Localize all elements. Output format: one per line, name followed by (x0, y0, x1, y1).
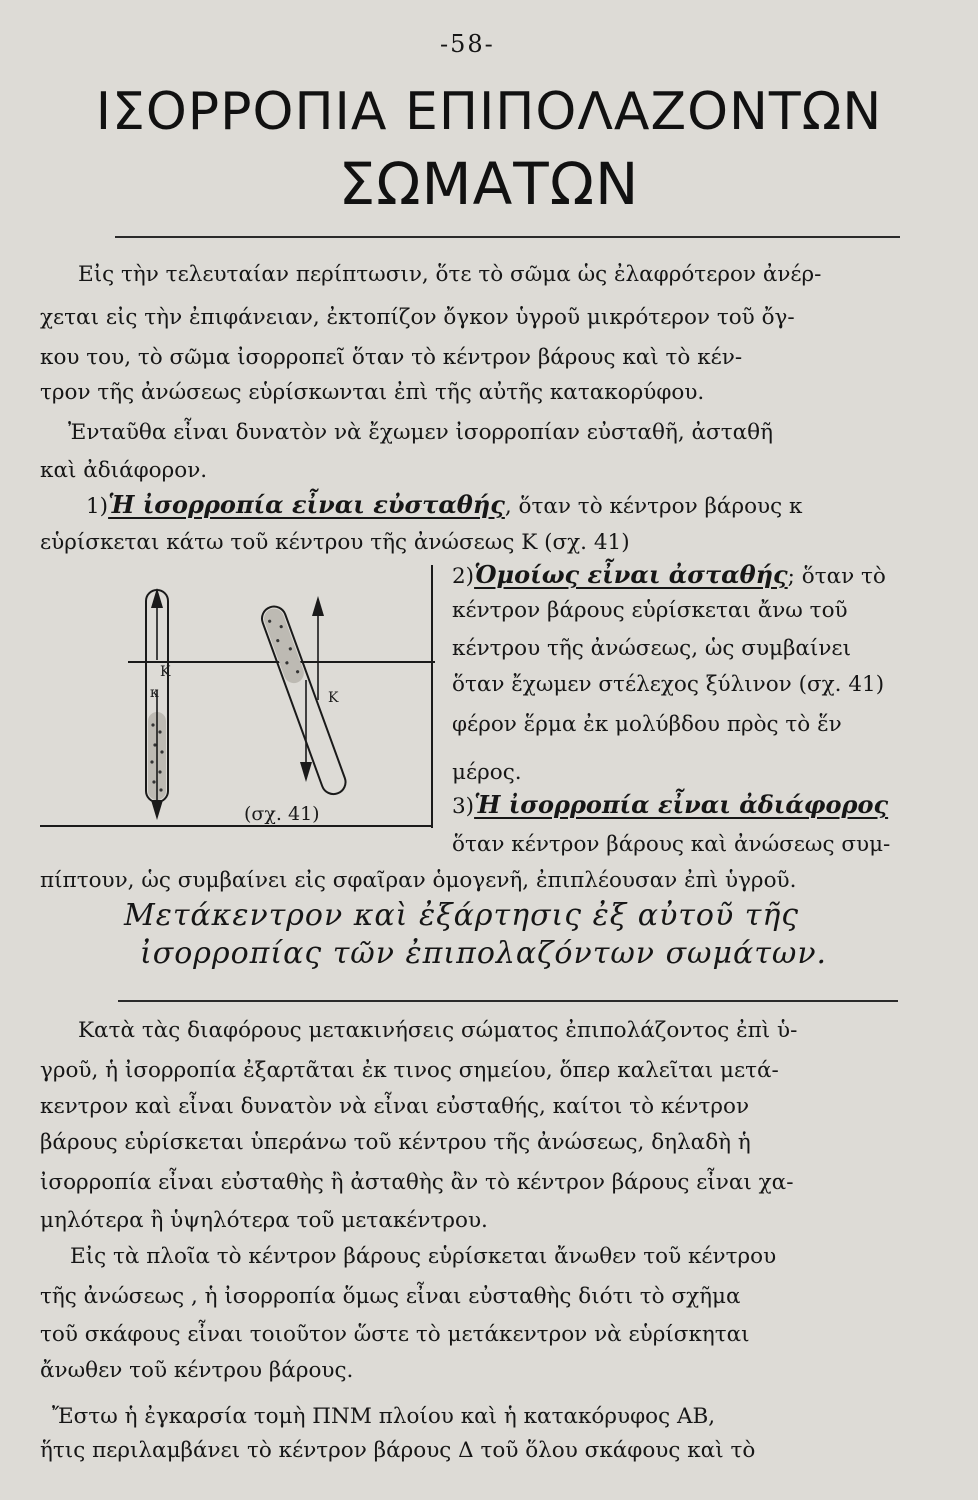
para-2-line: τῆς ἀνώσεως , ἡ ἰσορροπία ὅμως εἶναι εὐσταθὴς διότι τὸ σχῆμα (40, 1284, 741, 1309)
para-1-line: κεντρον καὶ εἶναι δυνατὸν νὰ εἶναι εὐσταθής, καίτοι τὸ κέντρον (40, 1094, 750, 1119)
intro-line: τρον τῆς ἀνώσεως εὑρίσκωνται ἐπὶ τῆς αὐτῆς κατακορύφου. (40, 380, 705, 405)
case-3-heading: Ἡ ἰσορροπία εἶναι ἀδιάφορος (474, 790, 889, 819)
section-title-line-1: Μετάκεντρον καὶ ἐξάρτησις ἐξ αὐτοῦ τῆς (124, 898, 800, 933)
case-2-line: κέντρου τῆς ἀνώσεως, ὡς συμβαίνει (452, 636, 851, 661)
case-1-line-2: εὑρίσκεται κάτω τοῦ κέντρου τῆς ἀνώσεως Κ (σχ. 41) (40, 530, 630, 555)
figure-label-k-upper: Κ (160, 664, 171, 680)
page-title-line-1: ΙΣΟΡΡΟΠΙΑ ΕΠΙΠΟΛΑΖΟΝΤΩΝ (95, 82, 883, 142)
para-2-line: τοῦ σκάφους εἶναι τοιοῦτον ὥστε τὸ μετάκεντρον νὰ εὑρίσκηται (40, 1322, 750, 1347)
case-1-heading: Ἡ ἰσορροπία εἶναι εὐσταθής (108, 490, 505, 519)
para-3-line: ἥτις περιλαμβάνει τὸ κέντρον βάρους Δ τοῦ ὅλου σκάφους καὶ τὸ (40, 1438, 756, 1463)
intro-line: χεται εἰς τὴν ἐπιφάνειαν, ἐκτοπίζον ὄγκον ὑγροῦ μικρότερον τοῦ ὄγ- (40, 305, 795, 330)
section-divider (118, 1000, 898, 1002)
intro-line: καὶ ἀδιάφορον. (40, 458, 208, 483)
page-number: -58- (440, 30, 495, 58)
case-2-line: μέρος. (452, 760, 522, 785)
tilted-buoyancy-arrowhead (312, 596, 324, 616)
para-1-line: ἰσορροπία εἶναι εὐσταθὴς ἢ ἀσταθὴς ἂν τὸ κέντρον βάρους εἶναι χα- (40, 1170, 794, 1195)
case-1-rest: , ὅταν τὸ κέντρον βάρους κ (504, 494, 803, 519)
case-1-number: 1) (86, 494, 109, 519)
figure-label-k-tilted: Κ (328, 690, 339, 706)
para-1-line: βάρους εὑρίσκεται ὑπεράνω τοῦ κέντρου τῆς ἀνώσεως, δηλαδὴ ἡ (40, 1130, 751, 1155)
para-2-line: ἄνωθεν τοῦ κέντρου βάρους. (40, 1358, 354, 1383)
page-title-line-2: ΣΩΜΑΤΩΝ (338, 150, 640, 218)
case-3-line: ὅταν κέντρον βάρους καὶ ἀνώσεως συμ- (452, 832, 891, 857)
case-2-line: ὅταν ἔχωμεν στέλεχος ξύλινον (σχ. 41) (452, 672, 885, 697)
figure-label-k-lower: κ (150, 685, 159, 701)
case-2-line (452, 562, 886, 590)
intro-line: Εἰς τὴν τελευταίαν περίπτωσιν, ὅτε τὸ σῶμα ὡς ἐλαφρότερον ἀνέρ- (78, 262, 822, 287)
para-1-line: μηλότερα ἢ ὑψηλότερα τοῦ μετακέντρου. (40, 1208, 488, 1233)
para-3-line: Ἔστω ἡ ἐγκαρσία τομὴ ΠΝΜ πλοίου καὶ ἡ κατακόρυφος ΑΒ, (52, 1404, 716, 1429)
intro-line: Ἐνταῦθα εἶναι δυνατὸν νὰ ἔχωμεν ἰσορροπίαν εὐσταθῆ, ἀσταθῆ (68, 420, 773, 445)
weight-arrowhead (151, 800, 163, 820)
para-1-line: Κατὰ τὰς διαφόρους μετακινήσεις σώματος ἐπιπολάζοντος ἐπὶ ὑ- (78, 1018, 798, 1043)
figure-caption: (σχ. 41) (244, 803, 320, 825)
case-3-line: πίπτουν, ὡς συμβαίνει εἰς σφαῖραν ὁμογενῆ, ἐπιπλέουσαν ἐπὶ ὑγροῦ. (40, 868, 797, 893)
para-2-line: Εἰς τὰ πλοῖα τὸ κέντρον βάρους εὑρίσκεται ἄνωθεν τοῦ κέντρου (70, 1244, 777, 1269)
intro-line: κου του, τὸ σῶμα ἰσορροπεῖ ὅταν τὸ κέντρον βάρους καὶ τὸ κέν- (40, 345, 743, 370)
case-2-heading: Ὁμοίως εἶναι ἀσταθής (474, 560, 788, 589)
tilted-weight-arrowhead (300, 762, 312, 782)
case-2-line: φέρον ἕρμα ἐκ μολύβδου πρὸς τὸ ἕν (452, 712, 842, 737)
case-3-number: 3) (452, 794, 475, 819)
case-2-rest: ; ὅταν τὸ (787, 564, 886, 589)
section-title-line-2: ἰσορροπίας τῶν ἐπιπολαζόντων σωμάτων. (140, 936, 828, 971)
case-2-line: κέντρον βάρους εὑρίσκεται ἄνω τοῦ (452, 598, 848, 623)
para-1-line: γροῦ, ἡ ἰσορροπία ἐξαρτᾶται ἐκ τινος σημείου, ὅπερ καλεῖται μετά- (40, 1058, 779, 1083)
case-2-number: 2) (452, 564, 475, 589)
case-3-line (452, 792, 888, 820)
